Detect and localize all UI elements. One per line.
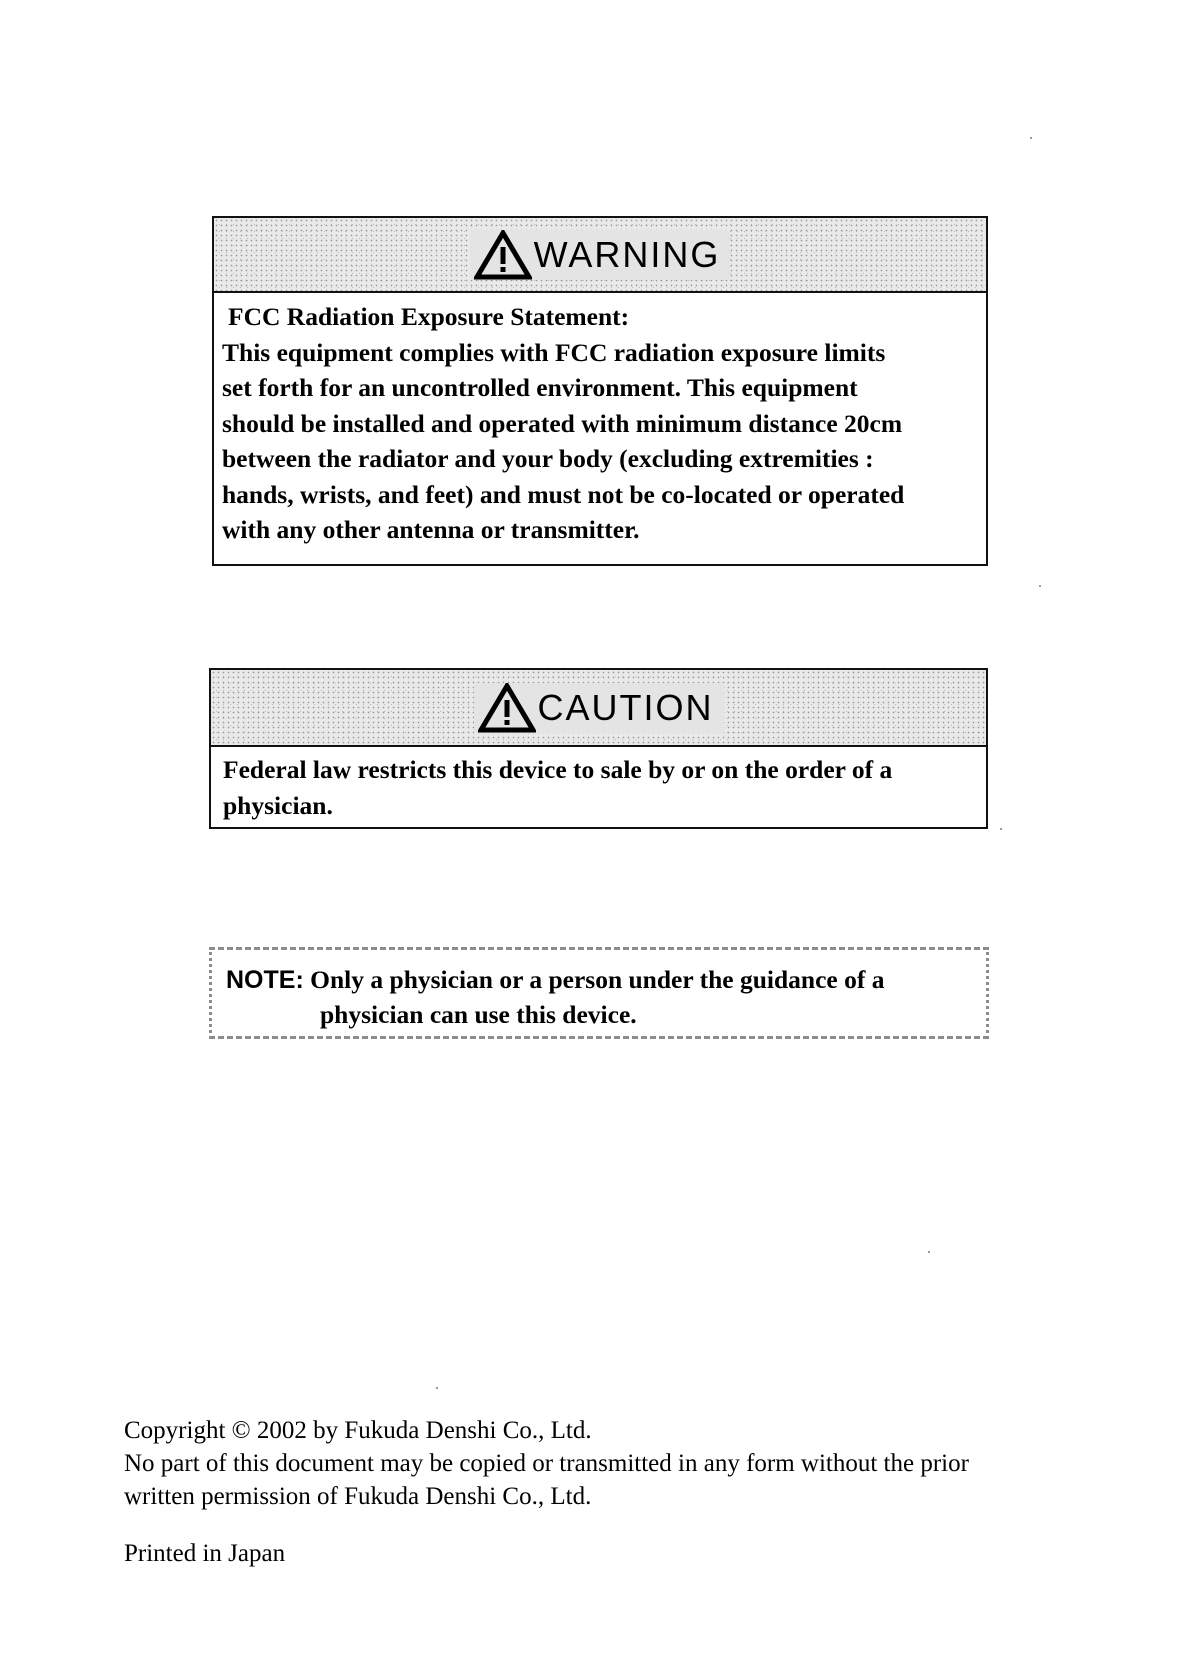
warning-header — [214, 218, 986, 293]
note-label: NOTE: — [226, 966, 304, 994]
warning-box — [212, 216, 988, 566]
warning-line: between the radiator and your body (excluding extremities : — [222, 444, 874, 473]
caution-line: physician. — [223, 790, 333, 820]
warning-label — [470, 230, 731, 280]
scan-speck — [436, 1387, 438, 1389]
scan-speck — [928, 1251, 930, 1253]
copyright-line: Copyright © 2002 by Fukuda Denshi Co., Ltd. — [124, 1417, 592, 1444]
caution-title: CAUTION — [537, 686, 714, 728]
warning-line: hands, wrists, and feet) and must not be co-located or operated — [222, 479, 905, 509]
caution-header — [211, 670, 986, 747]
warning-title: WARNING — [533, 233, 721, 275]
caution-box — [209, 668, 988, 829]
note-box — [209, 947, 989, 1039]
caution-line: Federal law restricts this device to sale by or on the order of a — [223, 755, 893, 784]
warning-triangle-icon — [478, 683, 536, 733]
warning-line: should be installed and operated with minimum distance 20cm — [222, 408, 903, 438]
warning-triangle-icon — [474, 230, 532, 280]
fcc-statement-heading: FCC Radiation Exposure Statement: — [228, 302, 630, 331]
warning-line: with any other antenna or transmitter. — [222, 515, 640, 544]
scan-speck — [1039, 585, 1041, 587]
note-line-1 — [226, 962, 884, 998]
scan-speck — [1000, 828, 1002, 830]
warning-body — [214, 293, 986, 548]
caution-body — [211, 747, 986, 823]
warning-line: set forth for an uncontrolled environment. This equipment — [222, 373, 858, 402]
rights-line-1: No part of this document may be copied or transmitted in any form without the prior — [124, 1450, 969, 1477]
note-line-2: physician can use this device. — [320, 1000, 637, 1029]
printed-in-line: Printed in Japan — [124, 1540, 286, 1567]
rights-line-2: written permission of Fukuda Denshi Co., Ltd. — [124, 1483, 592, 1510]
warning-line: This equipment complies with FCC radiation exposure limits — [222, 337, 886, 367]
note-text-first: Only a physician or a person under the guidance of a — [310, 965, 885, 994]
scan-speck — [1030, 137, 1032, 139]
caution-label — [474, 683, 724, 733]
